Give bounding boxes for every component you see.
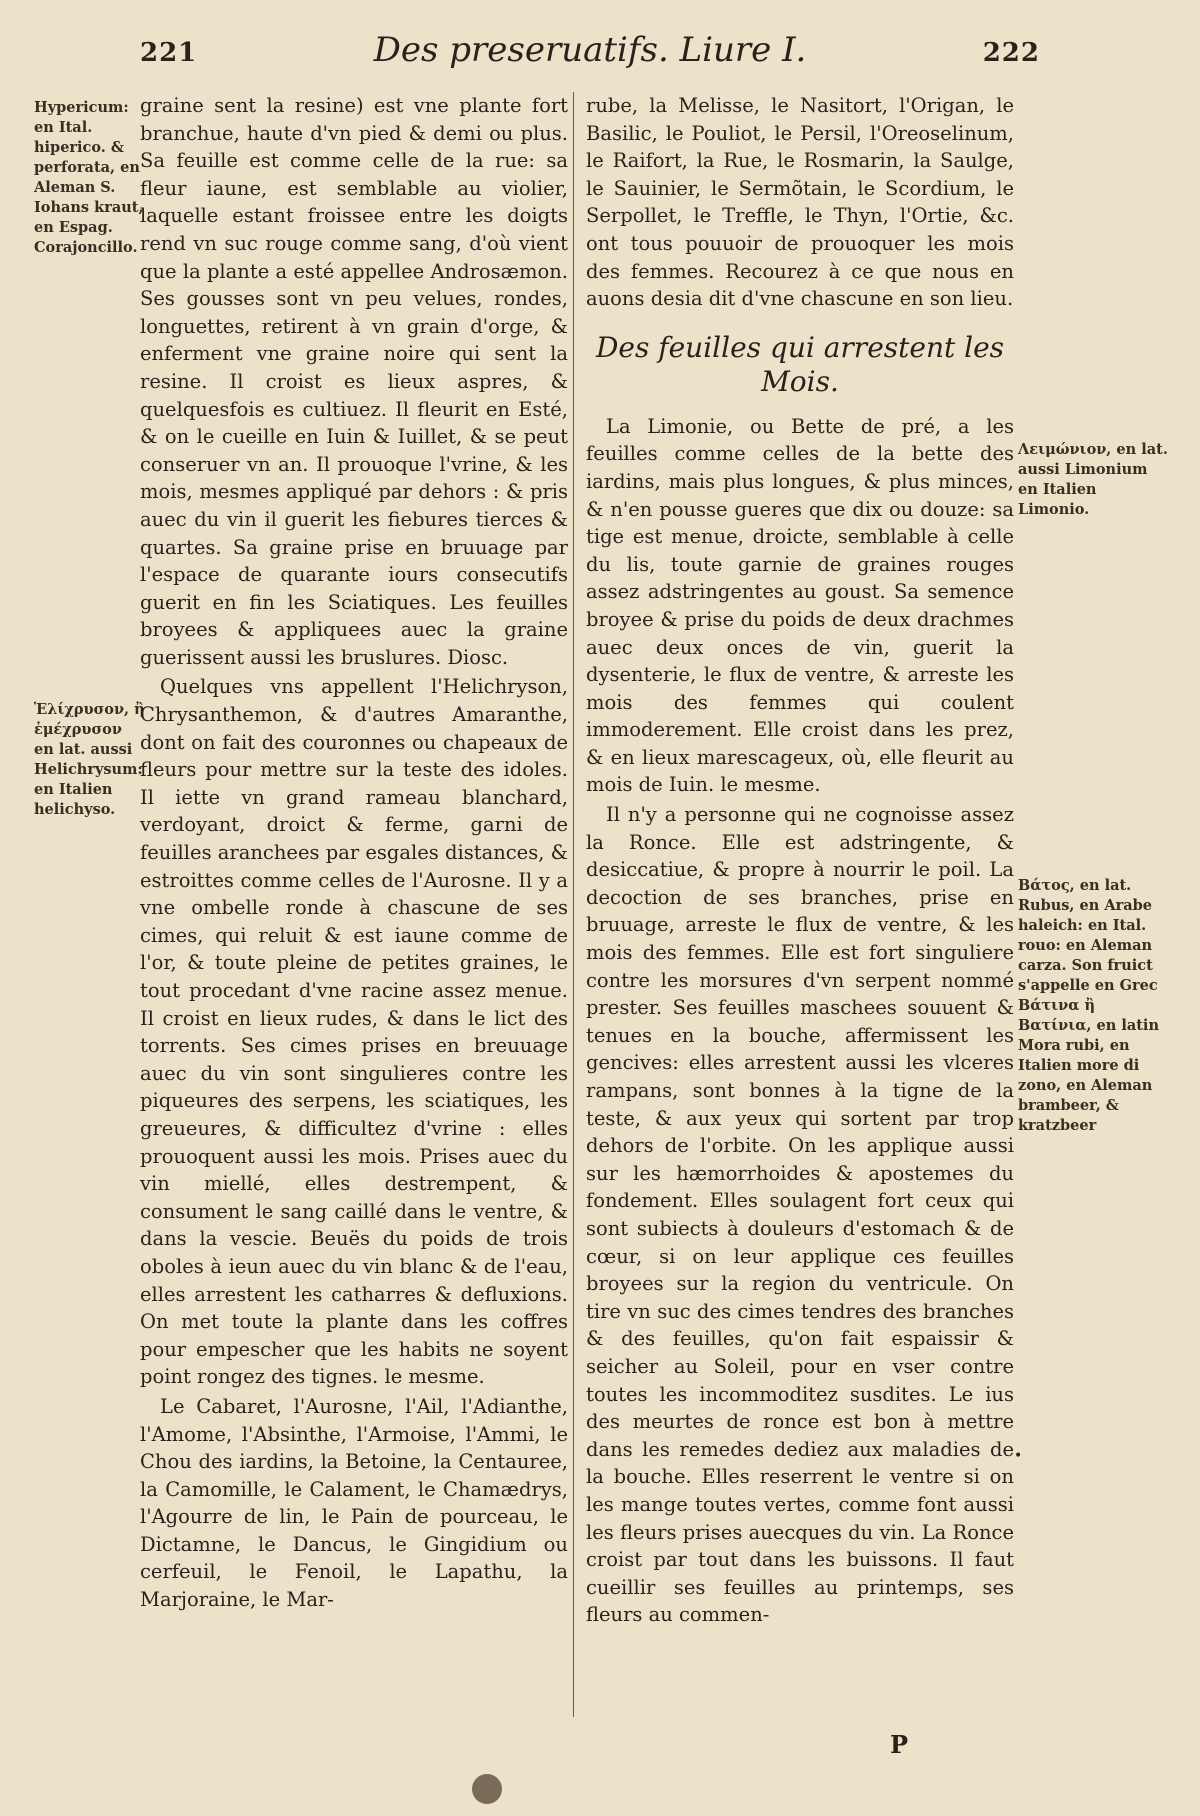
paper-hole (472, 1774, 502, 1804)
asterisk-mark: • (1014, 1448, 1023, 1464)
folio-left: 221 (140, 38, 198, 68)
paragraph-plant-list-continued: rube, la Melisse, le Nasitort, l'Origan, le Basilic, le Pouliot, le Persil, l'Oreoselinum, le Raifort, la Rue, le Rosmarin, la Saulge, le Sauinier, le Sermõtain, le Scordium, le Serpollet, le Treffle, le Thyn, l'Ortie, &c. ont tous pouuoir de prouoquer les mois des femmes. Recourez à ce que nous en auons desia dit d'vne chascune en son lieu. (586, 94, 1014, 311)
left-column (140, 92, 568, 1616)
folio-right: 222 (982, 38, 1040, 68)
margin-note-rubus: Βάτος, en lat. Rubus, en Arabe haleich: en Ital. rouo: en Aleman carza. Son fruict s'appelle en Grec Βάτινα ἢ Βατίνια, en latin Mora rubi, en Italien more di zono, en Aleman brambeer, & kratzbeer (1018, 877, 1159, 1134)
paragraph-helichryson: Quelques vns appellent l'Helichryson, Chrysanthemon, & d'autres Amaranthe, dont on fait des couronnes ou chapeaux de fleurs pour mettre sur la teste des idoles. Il iette vn grand rameau blanchard, verdoyant, droict & ferme, garni de feuilles aranchees par esgales distances, & estroittes comme celles de l'Aurosne. Il y a vne ombelle ronde à chascune de ses cimes, qui reluit & est iaune comme de l'or, & toute pleine de petites graines, le tout procedant d'vne racine assez menue. Il croist en lieux rudes, & dans le lict des torrents. Ses cimes prises en breuuage auec du vin sont singulieres contre les piqueures des serpens, les sciatiques, les greueures, & difficultez d'vrine : elles prouoquent aussi les mois. Prises auec du vin miellé, elles destrempent, & consument le sang caillé dans le ventre, & dans la vescie. Beuës du poids de trois oboles à ieun auec du vin blanc & de l'eau, elles arrestent les catharres & defluxions. On met toute la plante dans les coffres pour empescher que les habits ne soyent point rongez des tignes. le mesme. (140, 675, 568, 1389)
paragraph-ronce: Il n'y a personne qui ne cognoisse assez la Ronce. Elle est adstringente, & desiccatiue, & propre à nourrir le poil. La decoction de ses branches, prise en bruuage, arreste le flux de ventre, & les mois des femmes. Elle est fort singuliere contre les morsures d'vn serpent nommé prester. Ses feuilles maschees souuent & tenues en la bouche, affermissent les gencives: elles arrestent aussi les vlceres rampans, sont bonnes à la tigne de la teste, & aux yeux qui sortent par trop dehors de l'orbite. On les applique aussi sur les hæmorrhoides & apostemes du fondement. Elles soulagent fort ceux qui sont subiects à douleurs d'estomach & de cœur, si on leur applique ces feuilles broyees sur la region du ventricule. On tire vn suc des cimes tendres des branches & des feuilles, qu'on fait espaissir & seicher au Soleil, pour en vser contre toutes les incommoditez susdites. Le ius des meurtes de ronce est bon à mettre dans les remedes dediez aux maladies de la bouche. Elles reserrent le ventre si on les mange toutes vertes, comme font aussi les fleurs prises auecques du vin. La Ronce croist par tout dans les buissons. Il faut cueillir ses feuilles au printemps, ses fleurs au commen- (586, 803, 1014, 1627)
signature-mark: P (890, 1730, 909, 1759)
right-column (586, 92, 1014, 1631)
page-header (140, 30, 1040, 90)
column-divider (573, 92, 574, 1717)
margin-note-limonium: Λειμώνιον, en lat. aussi Limonium en Italien Limonio. (1018, 441, 1168, 518)
paragraph-limonie: La Limonie, ou Bette de pré, a les feuilles comme celles de la bette des iardins, mais plus longues, & plus minces, & n'en pousse gueres que dix ou douze: sa tige est menue, droicte, semblable à celle du lis, toute garnie de graines rouges assez adstringentes au goust. Sa semence broyee & prise du poids de deux drachmes auec deux onces de vin, guerit la dysenterie, le flux de ventre, & arreste les mois des femmes qui coulent immoderement. Elle croist dans les prez, & en lieux marescageux, où, elle fleurit au mois de Iuin. le mesme. (586, 414, 1014, 797)
margin-note-hypericum: Hypericum: en Ital. hiperico. & perforata, en Aleman S. Iohans kraut, en Espag. Corajoncillo. (34, 99, 144, 256)
margin-note-helichrysum: Ἑλίχρυσον, ἢ ἑμέχρυσον en lat. aussi Helichrysum: en Italien helichyso. (34, 701, 145, 818)
paragraph-plant-list: Le Cabaret, l'Aurosne, l'Ail, l'Adianthe, l'Amome, l'Absinthe, l'Armoise, l'Ammi, le Chou des iardins, la Betoine, la Centauree, la Camomille, le Calament, le Chamædrys, l'Agourre de lin, le Pain de pourceau, le Dictamne, le Dancus, le Gingidium ou cerfeuil, le Fenoil, le Lapathu, la Marjoraine, le Mar- (140, 1394, 568, 1612)
paragraph-hypericum: graine sent la resine) est vne plante fort branchue, haute d'vn pied & demi ou plus. Sa feuille est comme celle de la rue: sa fleur iaune, est semblable au violier, laquelle estant froissee entre les doigts rend vn suc rouge comme sang, d'où vient que la plante a esté appellee Androsæmon. Ses gousses sont vn peu velues, rondes, longuettes, retirent à vn grain d'orge, & enferment vne graine noire qui sent la resine. Il croist es lieux aspres, & quelquesfois es cultiuez. Il fleurit en Esté, & on le cueille en Iuin & Iuillet, & se peut conseruer vn an. Il prouoque l'vrine, & les mois, mesmes appliqué par dehors : & pris auec du vin il guerit les fiebures tierces & quartes. Sa graine prise en bruuage par l'espace de quarante iours consecutifs guerit en fin les Sciatiques. Les feuilles broyees & appliquees auec la graine guerissent aussi les bruslures. Diosc. (140, 94, 568, 669)
section-heading: Des feuilles qui arrestent les Mois. (595, 330, 1005, 398)
running-title: Des preseruatifs. Liure I. (373, 30, 807, 70)
